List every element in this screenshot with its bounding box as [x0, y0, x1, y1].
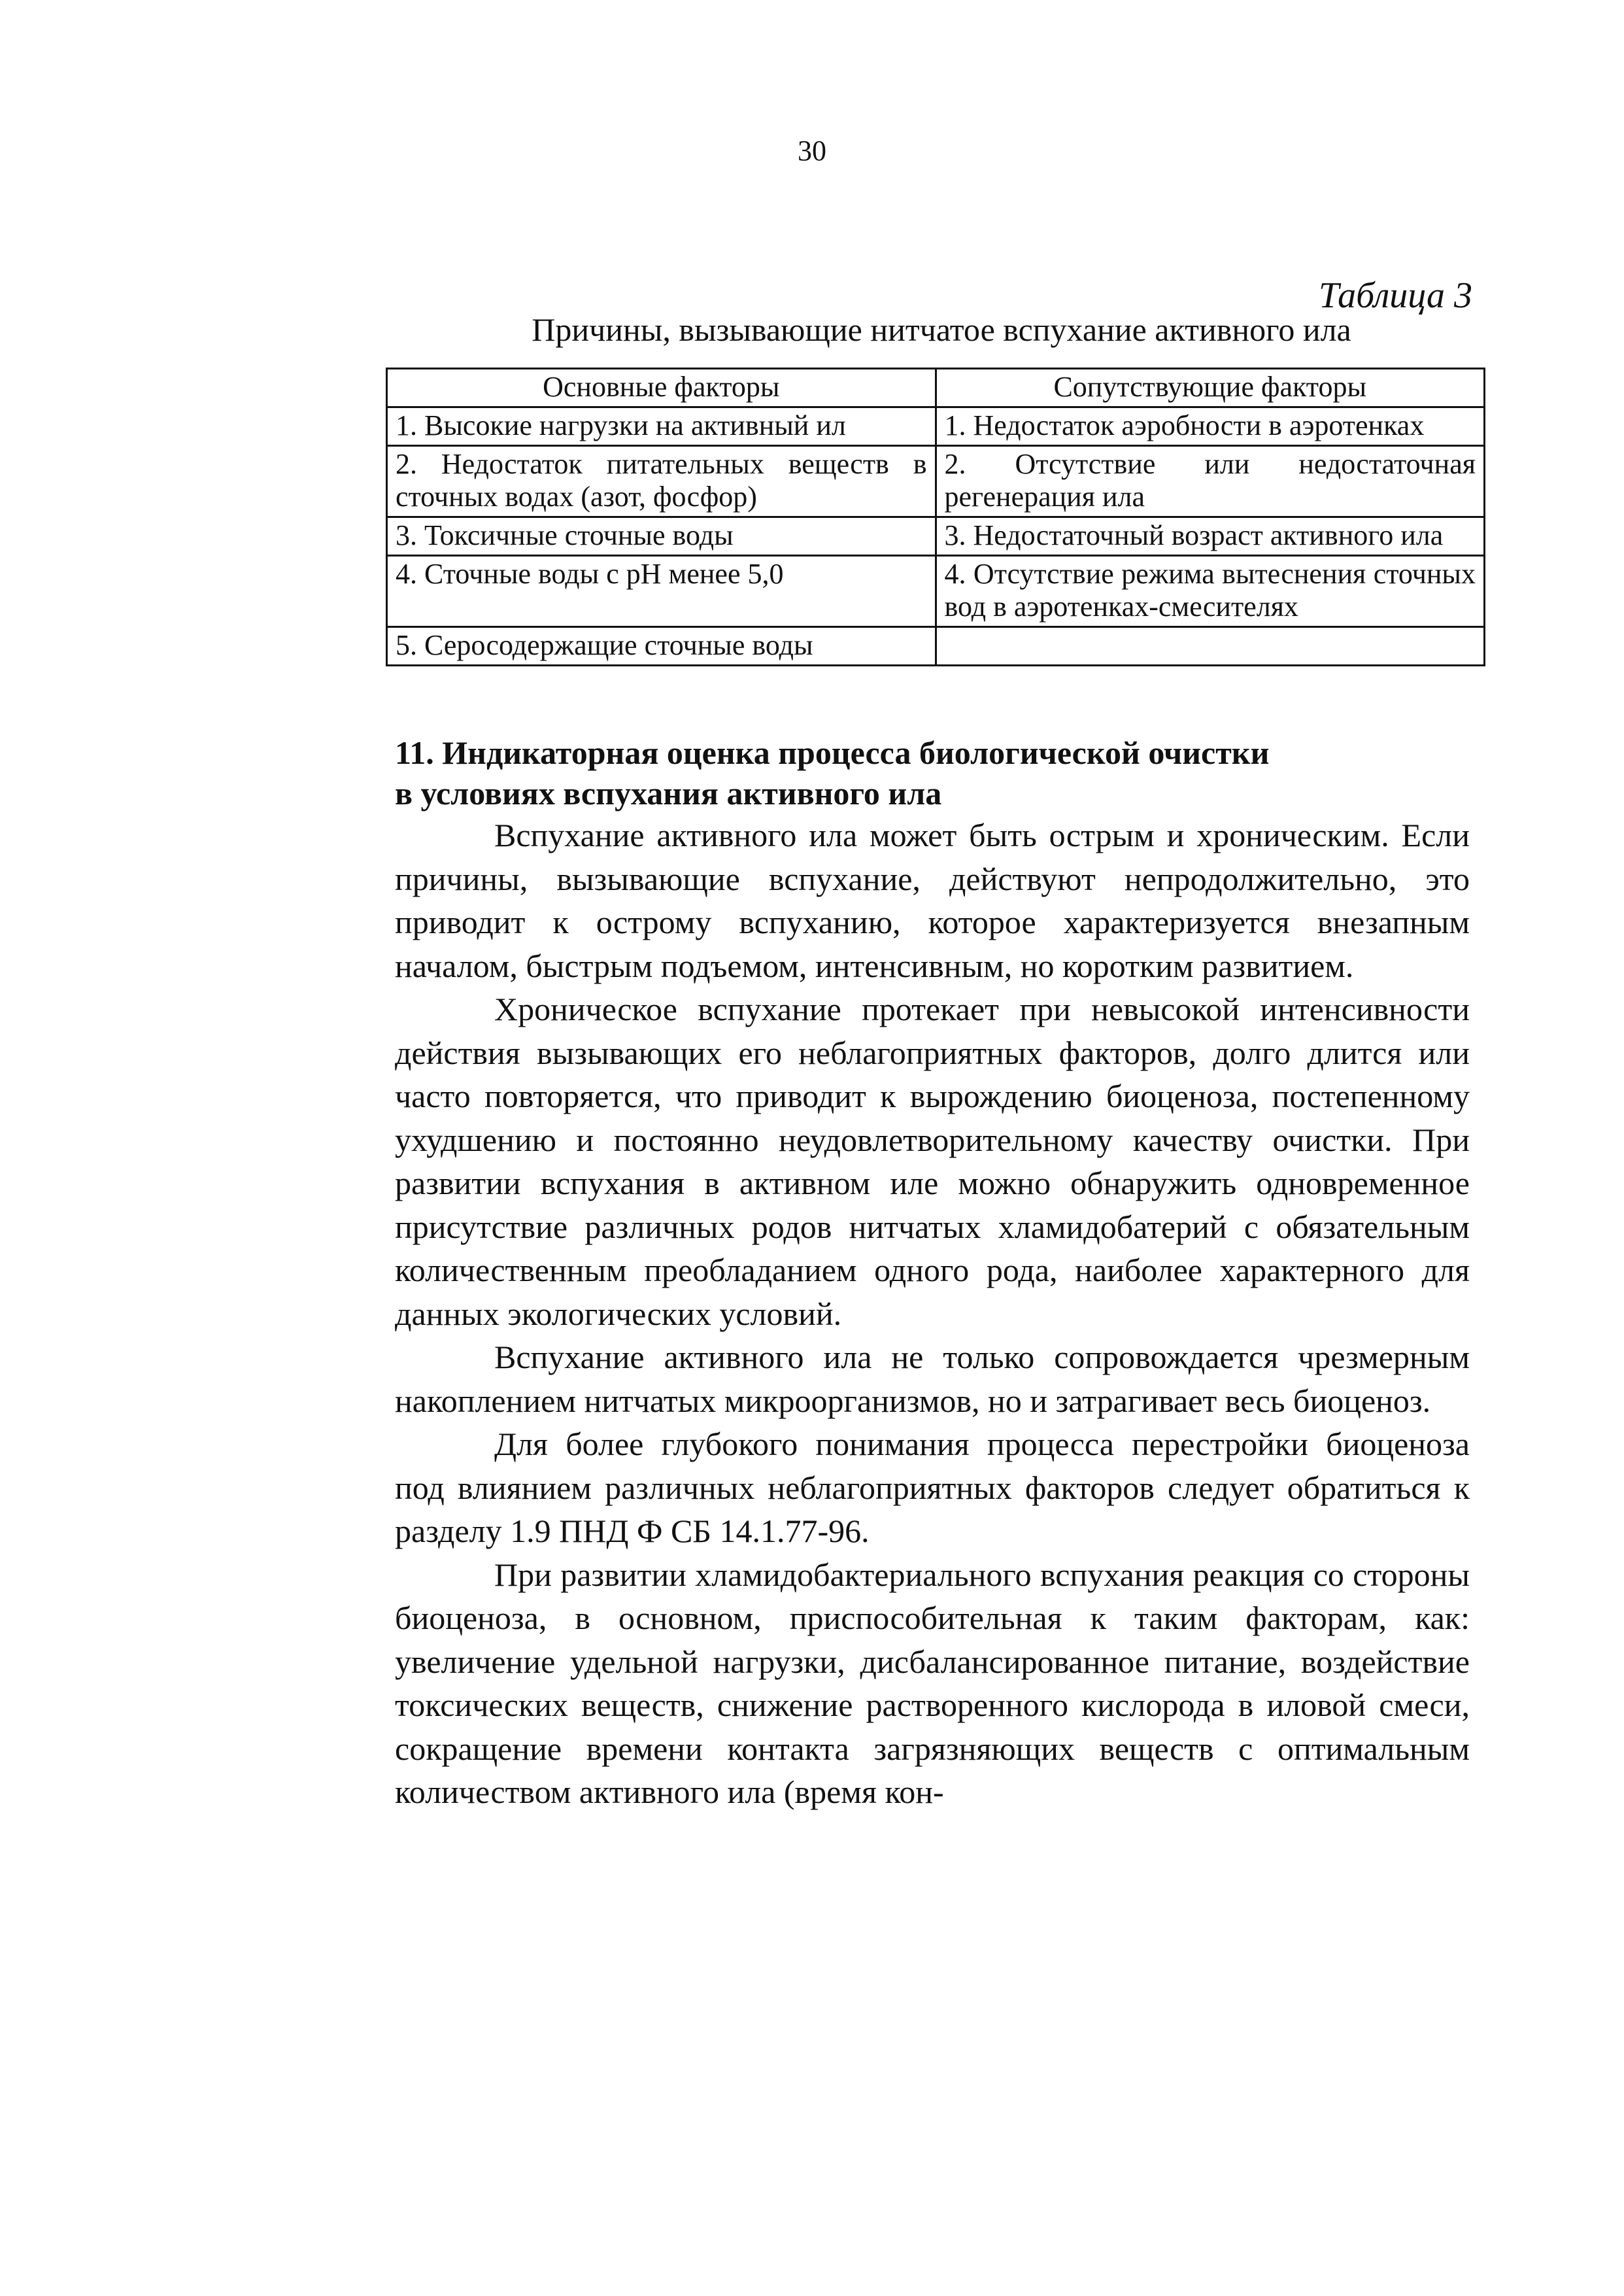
- main-factor-cell: 3. Токсичные сточные воды: [387, 517, 936, 556]
- paragraph: Вспухание активного ила может быть острым и хроническим. Если причины, вызывающие вспухание, действуют непродолжительно, это приводит к острому вспуханию, которое характеризуется внезапным началом, быстрым подъемом, интенсивным, но коротким развитием.: [395, 817, 1470, 984]
- main-factor-cell: 5. Серосодержащие сточные воды: [387, 627, 936, 666]
- table-row: [387, 556, 1485, 627]
- accompanying-factor-cell: 1. Недостаток аэробности в аэротенках: [936, 407, 1485, 446]
- paragraph: Вспухание активного ила не только сопровождается чрезмерным накоплением нитчатых микроорганизмов, но и затрагивает весь биоценоз.: [395, 1339, 1470, 1419]
- paragraph: Хроническое вспухание протекает при невысокой интенсивности действия вызывающих его неблагоприятных факторов, долго длится или часто повторяется, что приводит к вырождению биоценоза, постепенному ухудшению и постоянно неудовлетворительному качеству очистки. При развитии вспухания в активном иле можно обнаружить одновременное присутствие различных родов нитчатых хламидобатерий с обязательным количественным преобладанием одного рода, наиболее характерного для данных экологических условий.: [395, 991, 1470, 1332]
- table-caption: Причины, вызывающие нитчатое вспухание активного ила: [532, 311, 1351, 348]
- column-header-accompanying-factors: Сопутствующие факторы: [936, 369, 1485, 407]
- table-row: [387, 627, 1485, 666]
- main-factor-cell: 4. Сточные воды с pH менее 5,0: [387, 556, 936, 627]
- table-label: Таблица 3: [1319, 275, 1472, 316]
- table-row: [387, 446, 1485, 517]
- section-heading: [395, 732, 1470, 814]
- section-heading-line: в условиях вспухания активного ила: [395, 775, 942, 812]
- section-body: [395, 732, 1470, 1814]
- factors-table: [386, 368, 1485, 666]
- paragraph: Для более глубокого понимания процесса перестройки биоценоза под влиянием различных неблагоприятных факторов следует обратиться к разделу 1.9 ПНД Ф СБ 14.1.77-96.: [395, 1426, 1470, 1549]
- column-header-main-factors: Основные факторы: [387, 369, 936, 407]
- accompanying-factor-cell: 2. Отсутствие или недостаточная регенерация ила: [936, 446, 1485, 517]
- section-heading-line: 11. Индикаторная оценка процесса биологической очистки: [395, 734, 1270, 771]
- accompanying-factor-cell: 3. Недостаточный возраст активного ила: [936, 517, 1485, 556]
- accompanying-factor-cell: 4. Отсутствие режима вытеснения сточных вод в аэротенках-смесителях: [936, 556, 1485, 627]
- table-header-row: [387, 369, 1485, 407]
- main-factor-cell: 1. Высокие нагрузки на активный ил: [387, 407, 936, 446]
- paragraph: При развитии хламидобактериального вспухания реакция со стороны биоценоза, в основном, приспособительная к таким факторам, как: увеличение удельной нагрузки, дисбалансированное питание, воздействие токсических веществ, снижение растворенного кислорода в иловой смеси, сокращение времени контакта загрязняющих веществ с оптимальным количеством активного ила (время кон-: [395, 1556, 1470, 1810]
- main-factor-cell: 2. Недостаток питательных веществ в сточных водах (азот, фосфор): [387, 446, 936, 517]
- accompanying-factor-cell: [936, 627, 1485, 666]
- table-row: [387, 407, 1485, 446]
- page-number: 30: [798, 135, 826, 167]
- table-row: [387, 517, 1485, 556]
